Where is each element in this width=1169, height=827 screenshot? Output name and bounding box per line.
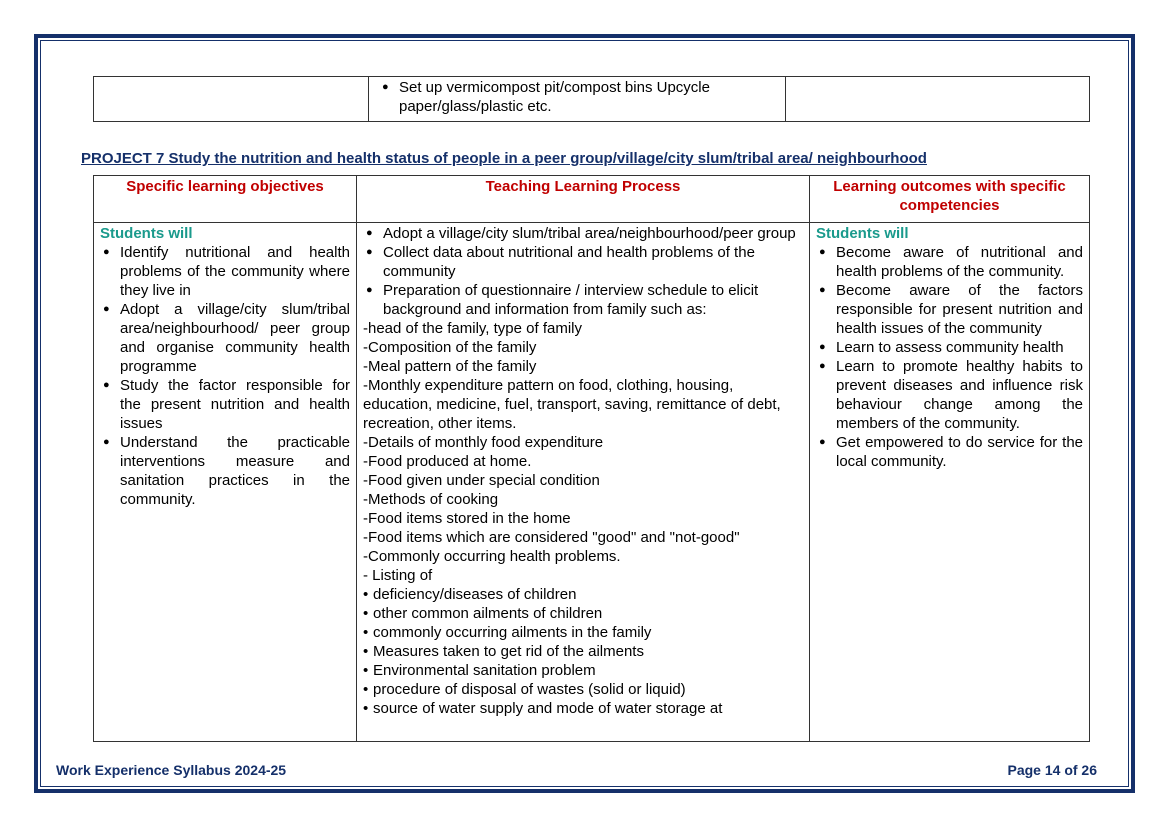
list-item: -Meal pattern of the family [363,358,537,375]
project-table [93,175,1090,742]
list-item: -Monthly expenditure pattern on food, clothing, housing, education, medicine, fuel, transport, saving, remittance of debt, recreation, other items. [363,377,781,432]
list-item: ● Preparation of questionnaire / interview schedule to elicit background and information from family such as: [383,281,803,319]
header-process: Teaching Learning Process [357,176,810,223]
list-item: -Food items which are considered "good" and "not-good" [363,529,740,546]
list-item: ● Set up vermicompost pit/compost bins Upcycle paper/glass/plastic etc. [399,78,779,116]
list-item: -Commonly occurring health problems. [363,548,621,565]
outcomes-list [816,243,1083,471]
list-item: - Listing of [363,567,433,584]
students-will: Students will [816,225,909,242]
objectives-list [100,243,350,509]
list-item: ● Become aware of the factors responsible for present nutrition and health issues of the community [836,281,1083,338]
list-item: • Measures taken to get rid of the ailments [363,642,803,661]
list-item: ● Learn to promote healthy habits to prevent diseases and influence risk behaviour change among the members of the community. [836,357,1083,433]
header-objectives: Specific learning objectives [94,176,357,223]
list-item: -Details of monthly food expenditure [363,434,604,451]
list-item: ● Adopt a village/city slum/tribal area/neighbourhood/peer group [383,224,803,243]
empty-cell [94,77,369,122]
footer-title: Work Experience Syllabus 2024-25 [56,762,287,778]
page-number: Page 14 of 26 [1007,762,1097,778]
students-will: Students will [100,225,193,242]
list-item: • commonly occurring ailments in the family [363,623,803,642]
list-item: • deficiency/diseases of children [363,585,803,604]
list-item: ● Study the factor responsible for the present nutrition and health issues [120,376,350,433]
header-outcomes: Learning outcomes with specific competencies [810,176,1090,223]
project-title: PROJECT 7 Study the nutrition and health status of people in a peer group/village/city slum/tribal area/ neighbourhood [81,150,927,167]
list-item: • procedure of disposal of wastes (solid or liquid) [363,680,803,699]
listing [363,585,803,718]
list-item: ● Adopt a village/city slum/tribal area/neighbourhood/ peer group and organise community health programme [120,300,350,376]
previous-table [93,76,1090,122]
list-item: -Composition of the family [363,339,537,356]
list-item: • source of water supply and mode of water storage at [363,699,803,718]
list-item: • other common ailments of children [363,604,803,623]
list-item: ● Become aware of nutritional and health problems of the community. [836,243,1083,281]
list-item: -Food given under special condition [363,472,600,489]
list-item: -Methods of cooking [363,491,499,508]
list-item: ● Learn to assess community health [836,338,1083,357]
list-item: • Environmental sanitation problem [363,661,803,680]
list-item: -Food produced at home. [363,453,532,470]
list-item: -head of the family, type of family [363,320,582,337]
list-item: ● Understand the practicable interventions measure and sanitation practices in the community. [120,433,350,509]
list-item: ● Get empowered to do service for the local community. [836,433,1083,471]
list-item: ● Collect data about nutritional and health problems of the community [383,243,803,281]
process-bullets [363,224,803,319]
process-details [363,319,803,585]
list-item: -Food items stored in the home [363,510,571,527]
list-item: ● Identify nutritional and health problems of the community where they live in [120,243,350,300]
empty-cell [786,77,1090,122]
